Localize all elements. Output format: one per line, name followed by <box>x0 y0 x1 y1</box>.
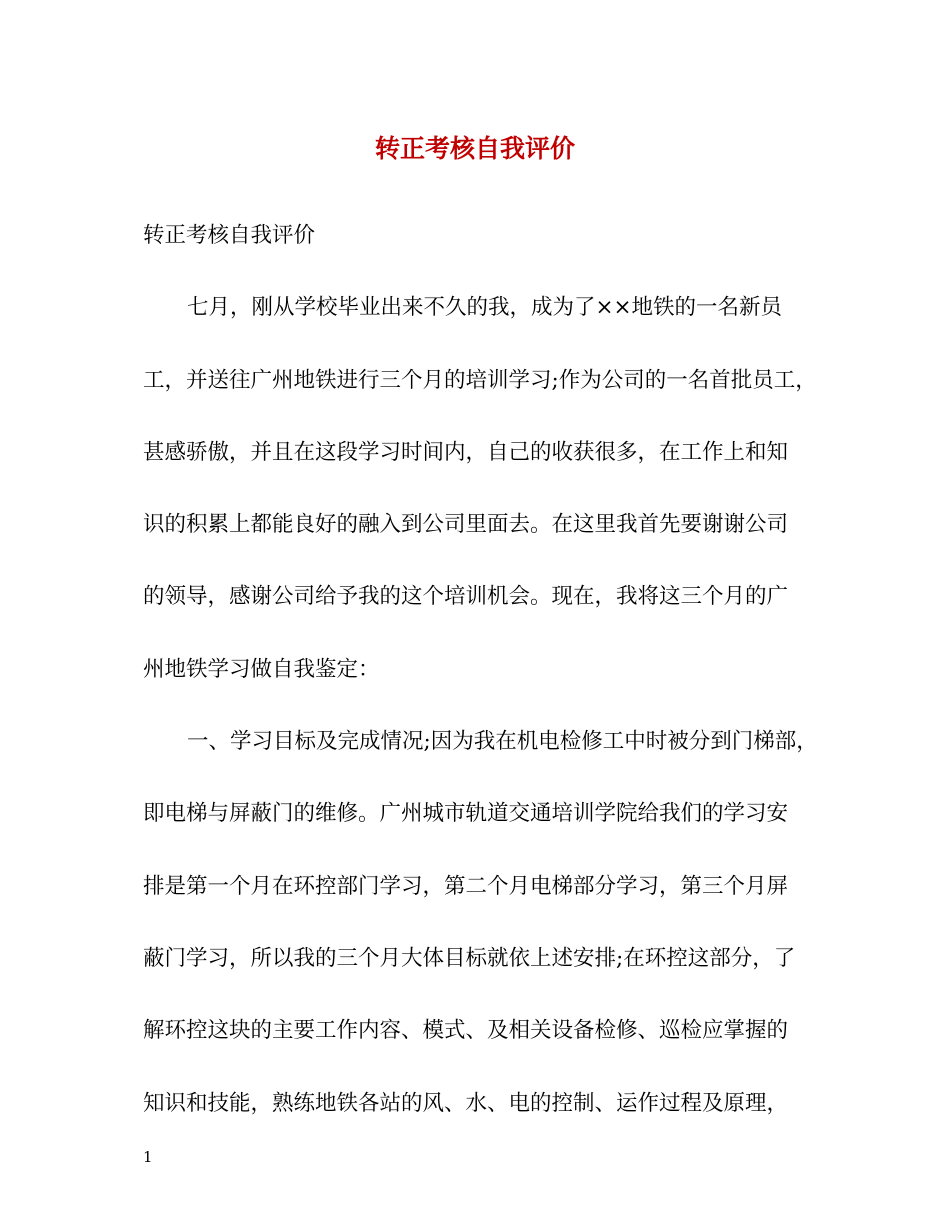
body-line: 州地铁学习做自我鉴定： <box>143 656 380 682</box>
body-line: 即电梯与屏蔽门的维修。广州城市轨道交通培训学院给我们的学习安 <box>143 801 789 827</box>
body-line: 甚感骄傲，并且在这段学习时间内，自己的收获很多，在工作上和知 <box>143 439 789 465</box>
body-line: 识的积累上都能良好的融入到公司里面去。在这里我首先要谢谢公司 <box>143 512 789 538</box>
body-line: 蔽门学习，所以我的三个月大体目标就依上述安排;在环控这部分，了 <box>143 945 796 971</box>
body-line-subtitle: 转正考核自我评价 <box>143 223 316 248</box>
body-line: 一、学习目标及完成情况;因为我在机电检修工中时被分到门梯部， <box>187 729 818 755</box>
body-line: 七月，刚从学校毕业出来不久的我，成为了××地铁的一名新员 <box>187 295 783 321</box>
document-body <box>143 218 818 1158</box>
body-line: 解环控这块的主要工作内容、模式、及相关设备检修、巡检应掌握的 <box>143 1018 789 1044</box>
body-line: 知识和技能，熟练地铁各站的风、水、电的控制、运作过程及原理， <box>143 1090 789 1116</box>
page-number: 1 <box>143 1148 153 1166</box>
document-title: 转正考核自我评价 <box>374 134 575 163</box>
body-line: 排是第一个月在环控部门学习，第二个月电梯部分学习，第三个月屏 <box>143 873 789 899</box>
body-line: 的领导，感谢公司给予我的这个培训机会。现在，我将这三个月的广 <box>143 584 789 610</box>
body-line: 工，并送往广州地铁进行三个月的培训学习;作为公司的一名首批员工， <box>143 367 817 393</box>
